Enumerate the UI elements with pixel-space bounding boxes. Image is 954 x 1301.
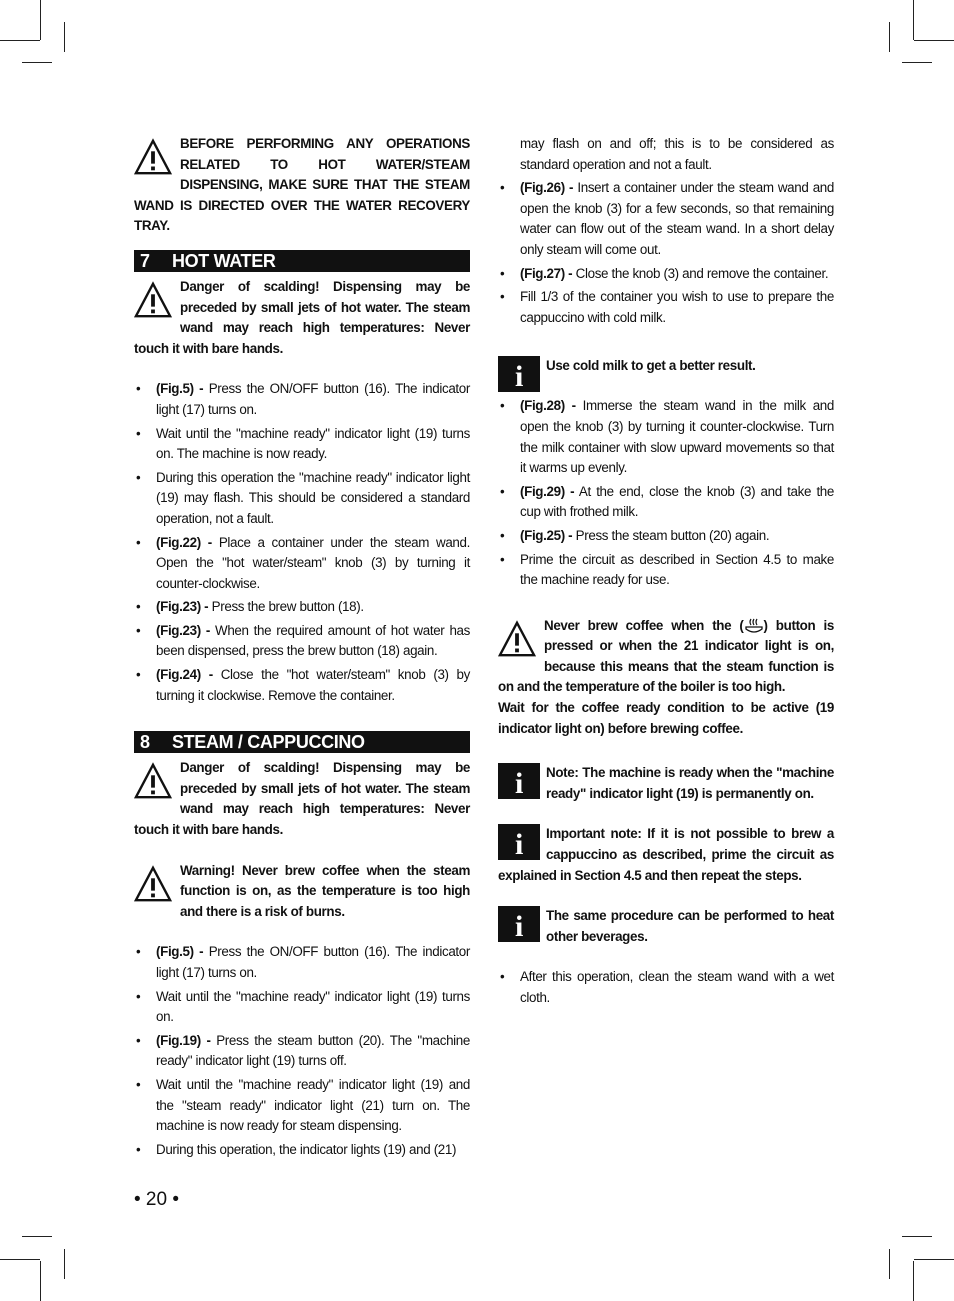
list-item: • Wait until the "machine ready" indicator light (19) and the "steam ready" indicator light (21) turn on. The machine is now ready for steam dispensing. (134, 1075, 470, 1137)
final-steps (498, 967, 834, 1008)
info-text: The same procedure can be performed to heat other beverages. (546, 908, 834, 944)
list-item: • (Fig.24) - Close the "hot water/steam" knob (3) by turning it clockwise. Remove the container. (134, 665, 470, 706)
left-column (134, 134, 470, 1163)
list-item: • Prime the circuit as described in Section 4.5 to make the machine ready for use. (498, 550, 834, 591)
info-text: Use cold milk to get a better result. (546, 358, 756, 374)
warning-triangle-icon (134, 865, 172, 903)
top-warning (134, 134, 470, 237)
info-important (498, 824, 834, 886)
warning-text: Wait for the coffee ready condition to be active (19 indicator light on) before brewing coffee. (498, 700, 834, 736)
info-text: Important note: If it is not possible to brew a cappuccino as described, prime the circuit as explained in Section 4.5 and then repeat the steps. (498, 826, 834, 883)
right-column (498, 134, 834, 1012)
crop-mark (40, 0, 41, 40)
crop-mark (0, 1259, 40, 1260)
section-title: HOT WATER (172, 250, 276, 271)
section-8-warning-steam (134, 861, 470, 923)
list-item: • (Fig.5) - Press the ON/OFF button (16). The indicator light (17) turns on. (134, 942, 470, 983)
top-warning-text: BEFORE PERFORMING ANY OPERATIONS RELATED TO HOT WATER/STEAM DISPENSING, MAKE SURE THAT THE STEAM WAND IS DIRECTED OVER THE WATER RECOVERY TRAY. (134, 136, 470, 234)
list-item: • (Fig.23) - When the required amount of hot water has been dispensed, press the brew button (18) again. (134, 621, 470, 662)
warning-text: Danger of scalding! Dispensing may be preceded by small jets of hot water. The steam wand may reach high temperatures: Never touch it with bare hands. (134, 278, 470, 356)
section-8-steps-right-2 (498, 396, 834, 590)
list-item: • Wait until the "machine ready" indicator light (19) turns on. The machine is now ready. (134, 424, 470, 465)
crop-mark (22, 62, 52, 63)
crop-mark (22, 1236, 52, 1237)
info-icon: i (498, 356, 540, 392)
list-item: • During this operation the "machine ready" indicator light (19) may flash. This should be considered a standard operation, not a fault. (134, 468, 470, 530)
page-number: • 20 • (134, 1189, 179, 1210)
crop-mark (914, 1259, 954, 1260)
section-number: 8 (140, 732, 150, 753)
info-text: Note: The machine is ready when the "machine ready" indicator light (19) is permanently on. (546, 765, 834, 801)
section-7-steps (134, 379, 470, 706)
crop-mark (914, 40, 954, 41)
section-title: STEAM / CAPPUCCINO (172, 732, 365, 753)
warning-text: Danger of scalding! Dispensing may be preceded by small jets of hot water. The steam wand may reach high temperatures: Never touch it with bare hands. (134, 760, 470, 838)
list-item: • (Fig.22) - Place a container under the steam wand. Open the "hot water/steam" knob (3) by turning it counter-clockwise. (134, 533, 470, 595)
crop-mark (0, 40, 40, 41)
info-machine-ready (498, 763, 834, 804)
crop-mark (889, 22, 890, 52)
info-icon: i (498, 906, 540, 942)
list-item: • (Fig.23) - Press the brew button (18). (134, 597, 470, 618)
section-8-steps-right-1 (498, 178, 834, 328)
section-number: 7 (140, 250, 150, 271)
section-7-warning (134, 277, 470, 359)
warning-text: Warning! Never brew coffee when the steam function is on, as the temperature is too high and there is a risk of burns. (180, 862, 470, 919)
info-icon: i (498, 824, 540, 860)
warning-triangle-icon (134, 762, 172, 800)
list-item: • (Fig.19) - Press the steam button (20). The "machine ready" indicator light (19) turns off. (134, 1031, 470, 1072)
section-8-steps-left (134, 942, 470, 1160)
section-8-heading (134, 731, 470, 753)
crop-mark (902, 1236, 932, 1237)
warning-triangle-icon (498, 620, 536, 658)
list-item: • (Fig.29) - At the end, close the knob (3) and take the cup with frothed milk. (498, 482, 834, 523)
info-same-procedure (498, 906, 834, 947)
info-icon: i (498, 763, 540, 799)
list-item: • During this operation, the indicator lights (19) and (21) (134, 1140, 470, 1161)
crop-mark (913, 1261, 914, 1301)
warning-steam-button: Never brew coffee when the ( ) button is pressed or when the 21 indicator light is on, because this means that the steam function is on and the temperature of the boiler is too high. Wait for the coffee ready condition to be active (19 indicator light on) before brewing coffee. (498, 616, 834, 740)
crop-mark (40, 1261, 41, 1301)
crop-mark (902, 62, 932, 63)
list-item: • Wait until the "machine ready" indicator light (19) turns on. (134, 987, 470, 1028)
continuation-text: may flash on and off; this is to be considered as standard operation and not a fault. (520, 136, 834, 172)
list-item: • (Fig.26) - Insert a container under the steam wand and open the knob (3) for a few seconds, so that remaining water can flow out of the steam wand. In a short delay only steam will come out. (498, 178, 834, 260)
crop-mark (64, 1249, 65, 1279)
list-item: • (Fig.25) - Press the steam button (20) again. (498, 526, 834, 547)
steam-icon (744, 617, 764, 633)
crop-mark (913, 0, 914, 40)
list-item: • (Fig.27) - Close the knob (3) and remove the container. (498, 264, 834, 285)
list-item: • (Fig.28) - Immerse the steam wand in the milk and open the knob (3) by turning it counter-clockwise. Turn the milk container with slow upward movements so that it warms up evenly. (498, 396, 834, 478)
section-7-heading (134, 250, 470, 272)
crop-mark (889, 1249, 890, 1279)
list-item: • Fill 1/3 of the container you wish to use to prepare the cappuccino with cold milk. (498, 287, 834, 328)
warning-triangle-icon (134, 281, 172, 319)
list-item: • (Fig.5) - Press the ON/OFF button (16). The indicator light (17) turns on. (134, 379, 470, 420)
section-8-warning-scalding (134, 758, 470, 840)
warning-triangle-icon (134, 138, 172, 176)
crop-mark (64, 22, 65, 52)
info-cold-milk (498, 356, 834, 392)
list-item: • After this operation, clean the steam wand with a wet cloth. (498, 967, 834, 1008)
